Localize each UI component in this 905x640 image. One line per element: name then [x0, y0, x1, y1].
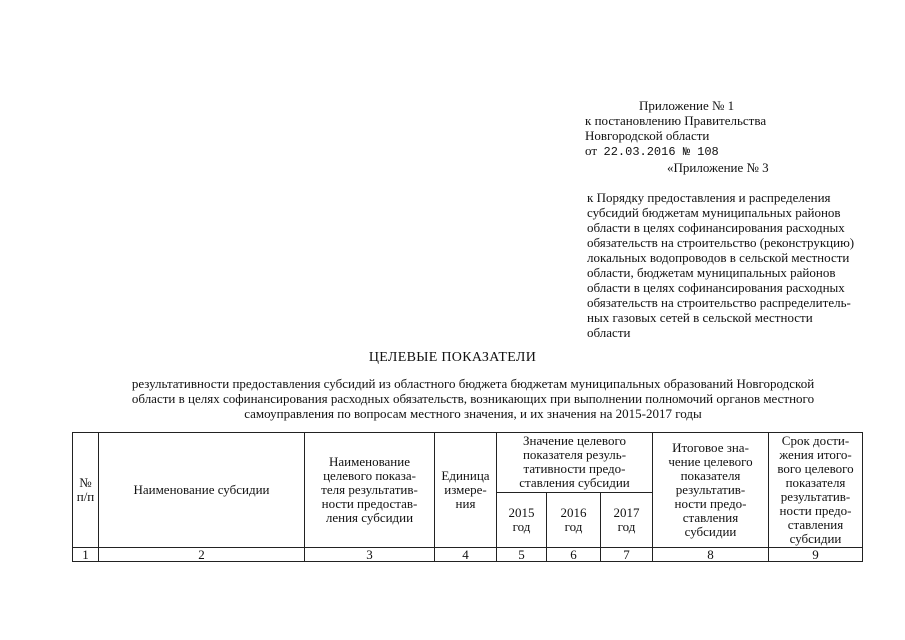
year-label: год	[564, 518, 583, 534]
document-title: ЦЕЛЕВЫЕ ПОКАЗАТЕЛИ	[368, 350, 537, 365]
header-text-line: ности предостав-	[321, 496, 418, 511]
header-text-line: субсидии	[789, 531, 842, 546]
header-text-line: ния	[455, 496, 476, 511]
header-text-line: ставления субсидии	[519, 475, 630, 491]
order-line: субсидий бюджетам муниципальных районов	[587, 205, 841, 220]
header-text-line: результатив-	[675, 482, 746, 497]
header-text-line: вого целевого	[777, 461, 854, 476]
header-subsidy-name: Наименование субсидии	[99, 433, 305, 548]
column-number: 1	[73, 548, 99, 562]
appendix-number: Приложение № 1	[639, 98, 735, 113]
order-line: обязательств на строительство распределитель-	[587, 295, 851, 310]
appendix-reference: «Приложение № 3	[667, 160, 769, 175]
header-num-sign: №	[79, 475, 92, 490]
year-number: 2015	[508, 504, 535, 520]
header-text-line: ставления	[682, 510, 739, 525]
column-number: 9	[769, 548, 863, 562]
header-text-line: Единица	[441, 468, 490, 483]
header-num	[73, 433, 99, 548]
column-number: 6	[547, 548, 601, 562]
document-subtitle	[78, 376, 868, 421]
appendix-date-line	[585, 143, 885, 160]
header-target-value	[497, 433, 653, 493]
header-indicator-name	[305, 433, 435, 548]
header-year-2015	[497, 492, 547, 547]
header-text-line: теля результатив-	[321, 482, 418, 497]
header-unit	[435, 433, 497, 548]
subtitle-line: области в целях софинансирования расходных обязательств, возникающих при выполнении полномочий органов местного	[131, 391, 815, 406]
header-text-line: целевого показа-	[323, 468, 416, 483]
header-text-line: Итоговое зна-	[672, 440, 749, 455]
header-text-line: ставления	[787, 517, 844, 532]
order-description	[587, 190, 887, 340]
appendix-header	[585, 98, 885, 175]
header-year-2016	[547, 492, 601, 547]
header-num-label: п/п	[76, 489, 95, 504]
column-number: 5	[497, 548, 547, 562]
header-text-line: субсидии	[684, 524, 737, 539]
order-line: области	[587, 325, 631, 340]
header-text-line: результатив-	[780, 489, 851, 504]
header-text-line: Наименование	[329, 454, 410, 469]
column-number: 2	[99, 548, 305, 562]
column-number-row	[73, 548, 863, 562]
header-text-line: ности предо-	[779, 503, 852, 518]
column-number: 7	[601, 548, 653, 562]
order-line: ных газовых сетей в сельской местности	[587, 310, 813, 325]
year-number: 2016	[560, 504, 587, 520]
subtitle-line: самоуправления по вопросам местного значения, и их значения на 2015-2017 годы	[244, 406, 702, 421]
header-text-line: Значение целевого	[522, 433, 626, 449]
header-text-line: показателя	[680, 468, 741, 483]
year-number: 2017	[613, 504, 640, 520]
appendix-date-prefix: от	[585, 143, 598, 158]
header-final-value	[653, 433, 769, 548]
order-line: обязательств на строительство (реконструкцию)	[587, 235, 855, 250]
header-year-2017	[601, 492, 653, 547]
header-text-line: измере-	[444, 482, 487, 497]
column-number: 4	[435, 548, 497, 562]
order-line: области в целях софинансирования расходных	[587, 220, 845, 235]
order-line: области в целях софинансирования расходных	[587, 280, 845, 295]
order-line: к Порядку предоставления и распределения	[587, 190, 831, 205]
appendix-region: Новгородской области	[585, 128, 710, 143]
year-label: год	[617, 518, 636, 534]
appendix-resolution: к постановлению Правительства	[585, 113, 767, 128]
header-text-line: жения итого-	[779, 447, 852, 462]
order-line: локальных водопроводов в сельской местности	[587, 250, 850, 265]
header-text-line: Срок дости-	[781, 433, 850, 448]
header-row-top	[73, 433, 863, 493]
order-line: области, бюджетам муниципальных районов	[587, 265, 836, 280]
indicators-table	[72, 432, 863, 562]
column-number: 3	[305, 548, 435, 562]
header-deadline	[769, 433, 863, 548]
header-text-line: ности предо-	[674, 496, 747, 511]
year-label: год	[512, 518, 531, 534]
header-text-line: показателя	[785, 475, 846, 490]
column-number: 8	[653, 548, 769, 562]
header-text-line: чение целевого	[668, 454, 753, 469]
appendix-date-value: 22.03.2016 № 108	[603, 145, 719, 159]
header-text-line: показателя резуль-	[522, 447, 627, 463]
header-text-line: тативности предо-	[523, 461, 626, 477]
subtitle-line: результативности предоставления субсидий из областного бюджета бюджетам муниципальных образований Новгородской	[131, 376, 815, 391]
header-text-line: ления субсидии	[325, 510, 414, 525]
